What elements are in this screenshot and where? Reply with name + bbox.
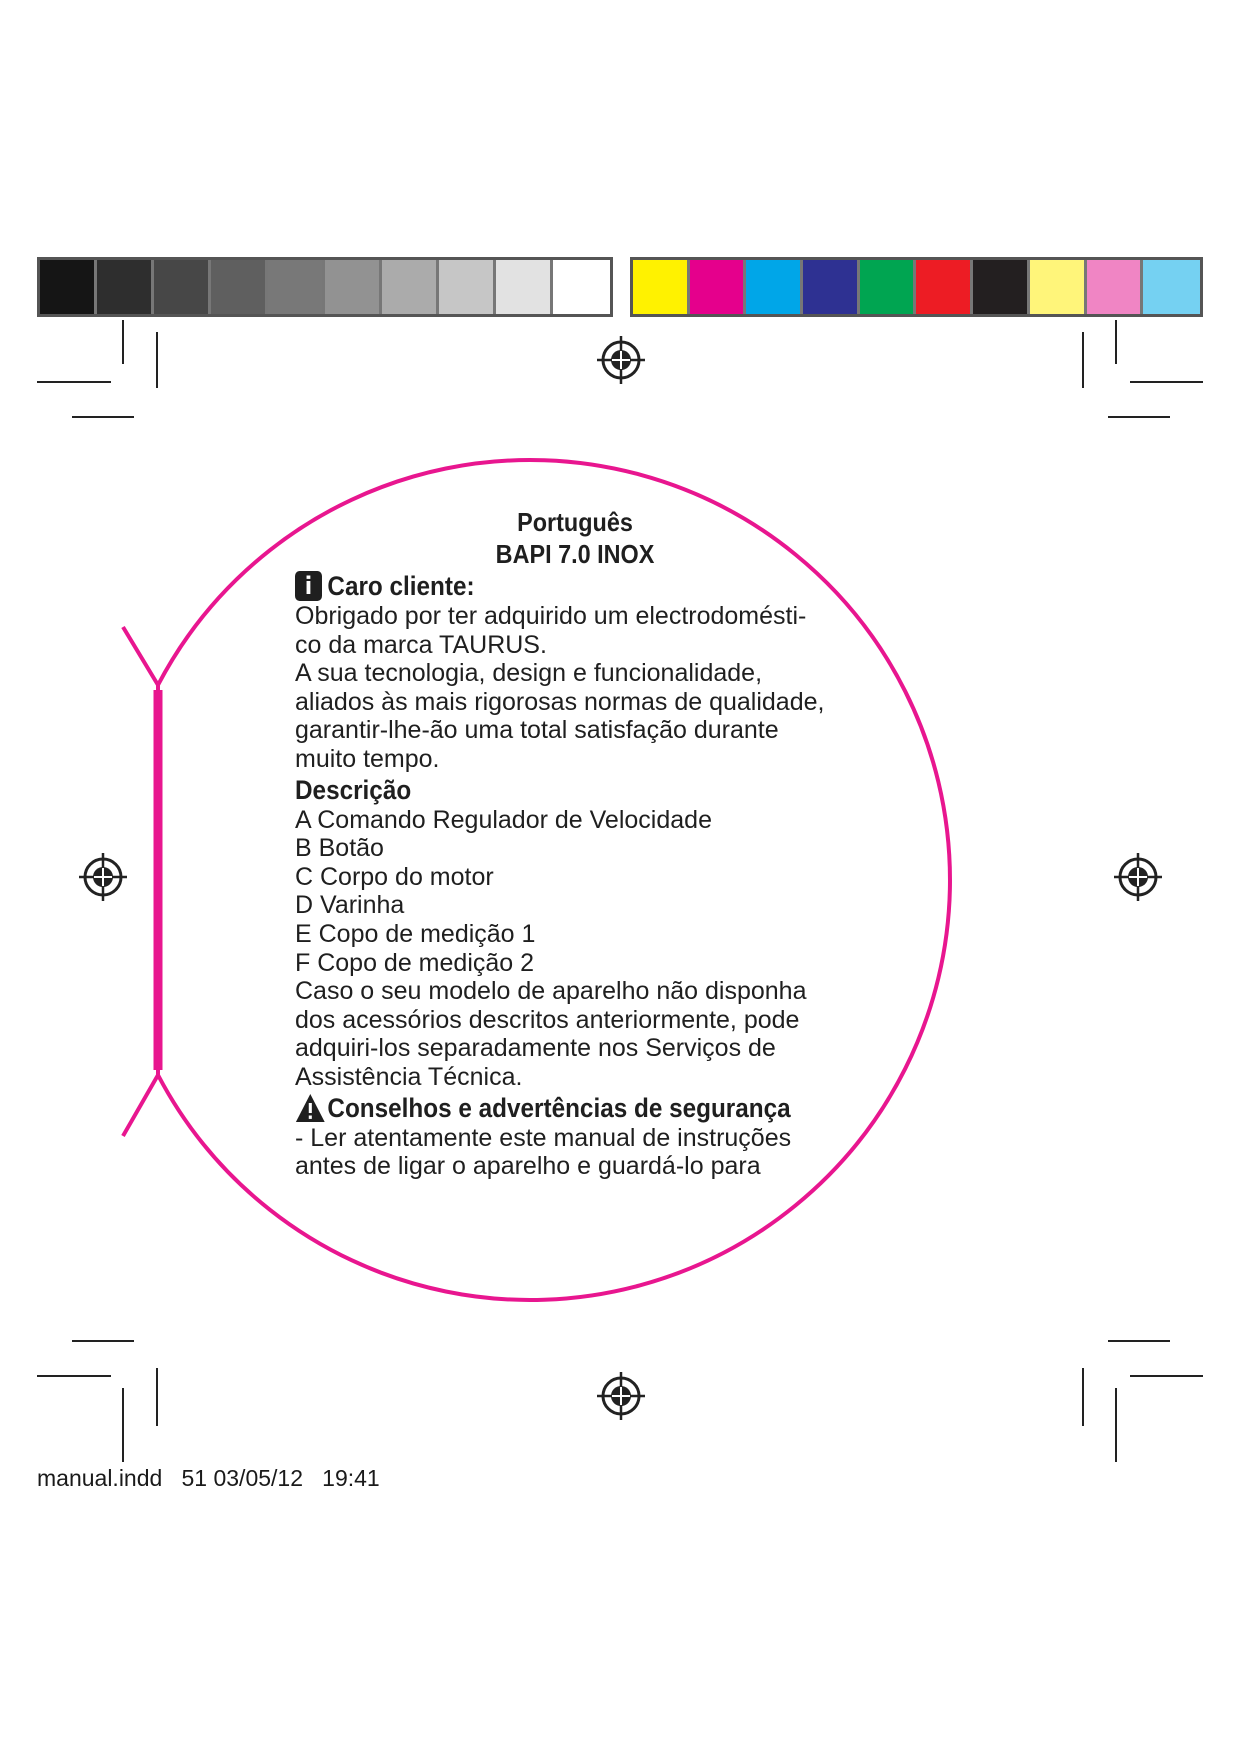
text-line: - Ler atentamente este manual de instruções bbox=[295, 1123, 792, 1152]
language-title: Português bbox=[517, 507, 633, 537]
text-line: muito tempo. bbox=[295, 744, 440, 773]
text-line: adquiri-los separadamente nos Serviços de bbox=[295, 1034, 776, 1063]
list-item: D Varinha bbox=[295, 891, 405, 920]
slug-page: 51 bbox=[181, 1465, 208, 1491]
text-line: Obrigado por ter adquirido um electrodomésti- bbox=[295, 602, 807, 630]
text-line: co da marca TAURUS. bbox=[295, 630, 547, 659]
text-line: garantir-lhe-ão uma total satisfação durante bbox=[295, 716, 779, 745]
text-line: Caso o seu modelo de aparelho não disponha bbox=[295, 977, 807, 1006]
greeting-heading-row bbox=[295, 570, 799, 602]
list-item: E Copo de medição 1 bbox=[295, 919, 536, 948]
accessories-paragraph bbox=[295, 977, 855, 1091]
text-line: antes de ligar o aparelho e guardá-lo para bbox=[295, 1152, 761, 1181]
description-heading: Descrição bbox=[295, 774, 412, 805]
text-line: dos acessórios descritos anteriormente, pode bbox=[295, 1005, 800, 1034]
info-icon: i bbox=[295, 571, 322, 601]
intro-paragraph bbox=[295, 602, 855, 774]
manual-page-content bbox=[295, 506, 855, 1181]
safety-heading: Conselhos e advertências de segurança bbox=[327, 1092, 791, 1123]
model-title: BAPI 7.0 INOX bbox=[495, 539, 655, 569]
warning-icon bbox=[295, 1093, 326, 1123]
text-line: Assistência Técnica. bbox=[295, 1062, 523, 1091]
list-item: F Copo de medição 2 bbox=[295, 948, 535, 977]
safety-heading-row bbox=[295, 1092, 799, 1124]
list-item: A Comando Regulador de Velocidade bbox=[295, 805, 712, 834]
safety-paragraph bbox=[295, 1124, 855, 1181]
parts-list bbox=[295, 806, 855, 978]
list-item: C Corpo do motor bbox=[295, 862, 494, 891]
text-line: aliados às mais rigorosas normas de qualidade, bbox=[295, 687, 825, 716]
greeting-heading: Caro cliente: bbox=[327, 571, 475, 601]
list-item: B Botão bbox=[295, 834, 384, 863]
text-line: A sua tecnologia, design e funcionalidade, bbox=[295, 659, 763, 688]
slug-date: 03/05/12 bbox=[213, 1465, 303, 1491]
slug-time: 19:41 bbox=[322, 1465, 380, 1491]
print-slug bbox=[37, 1465, 380, 1492]
slug-filename: manual.indd bbox=[37, 1465, 163, 1491]
